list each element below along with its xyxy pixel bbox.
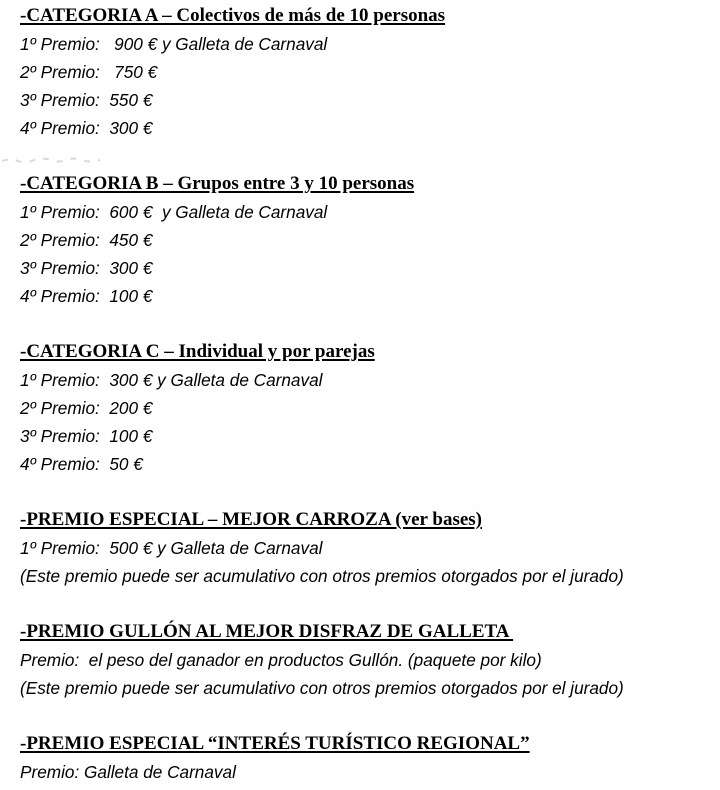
prize-line: Premio: el peso del ganador en productos Gullón. (paquete por kilo) — [20, 650, 542, 670]
category-b-section — [20, 170, 720, 310]
prize-line: 1º Premio: 900 € y Galleta de Carnaval — [20, 34, 328, 54]
prize-line: 1º Premio: 600 € y Galleta de Carnaval — [20, 202, 328, 222]
prize-line: 3º Premio: 300 € — [20, 258, 153, 278]
prize-line: 4º Premio: 100 € — [20, 286, 153, 306]
prize-note: (Este premio puede ser acumulativo con otros premios otorgados por el jurado) — [20, 566, 624, 586]
tourism-prize-heading: -PREMIO ESPECIAL “INTERÉS TURÍSTICO REGIONAL” — [20, 733, 530, 754]
prize-line: 1º Premio: 300 € y Galleta de Carnaval — [20, 370, 323, 390]
prize-line: 2º Premio: 750 € — [20, 62, 158, 82]
category-b-heading: -CATEGORIA B – Grupos entre 3 y 10 personas — [20, 173, 415, 194]
tourism-prize-section — [20, 730, 720, 786]
category-c-heading: -CATEGORIA C – Individual y por parejas — [20, 341, 375, 362]
prize-document — [20, 2, 720, 786]
prize-line: 1º Premio: 500 € y Galleta de Carnaval — [20, 538, 323, 558]
category-a-section — [20, 2, 720, 142]
category-a-heading: -CATEGORIA A – Colectivos de más de 10 personas — [20, 5, 446, 26]
prize-line: 4º Premio: 300 € — [20, 118, 153, 138]
prize-line: 2º Premio: 450 € — [20, 230, 153, 250]
float-prize-heading: -PREMIO ESPECIAL – MEJOR CARROZA (ver bases) — [20, 509, 482, 530]
prize-line: Premio: Galleta de Carnaval — [20, 762, 236, 782]
prize-line: 3º Premio: 550 € — [20, 90, 153, 110]
section-spacer — [20, 142, 720, 170]
section-spacer — [20, 702, 720, 730]
prize-line: 2º Premio: 200 € — [20, 398, 153, 418]
float-prize-section — [20, 506, 720, 590]
gullon-prize-heading: -PREMIO GULLÓN AL MEJOR DISFRAZ DE GALLETA — [20, 621, 514, 642]
prize-line: 3º Premio: 100 € — [20, 426, 153, 446]
category-c-section — [20, 338, 720, 478]
prize-line: 4º Premio: 50 € — [20, 454, 143, 474]
gullon-prize-section — [20, 618, 720, 702]
prize-note: (Este premio puede ser acumulativo con otros premios otorgados por el jurado) — [20, 678, 624, 698]
section-spacer — [20, 590, 720, 618]
section-spacer — [20, 310, 720, 338]
section-spacer — [20, 478, 720, 506]
